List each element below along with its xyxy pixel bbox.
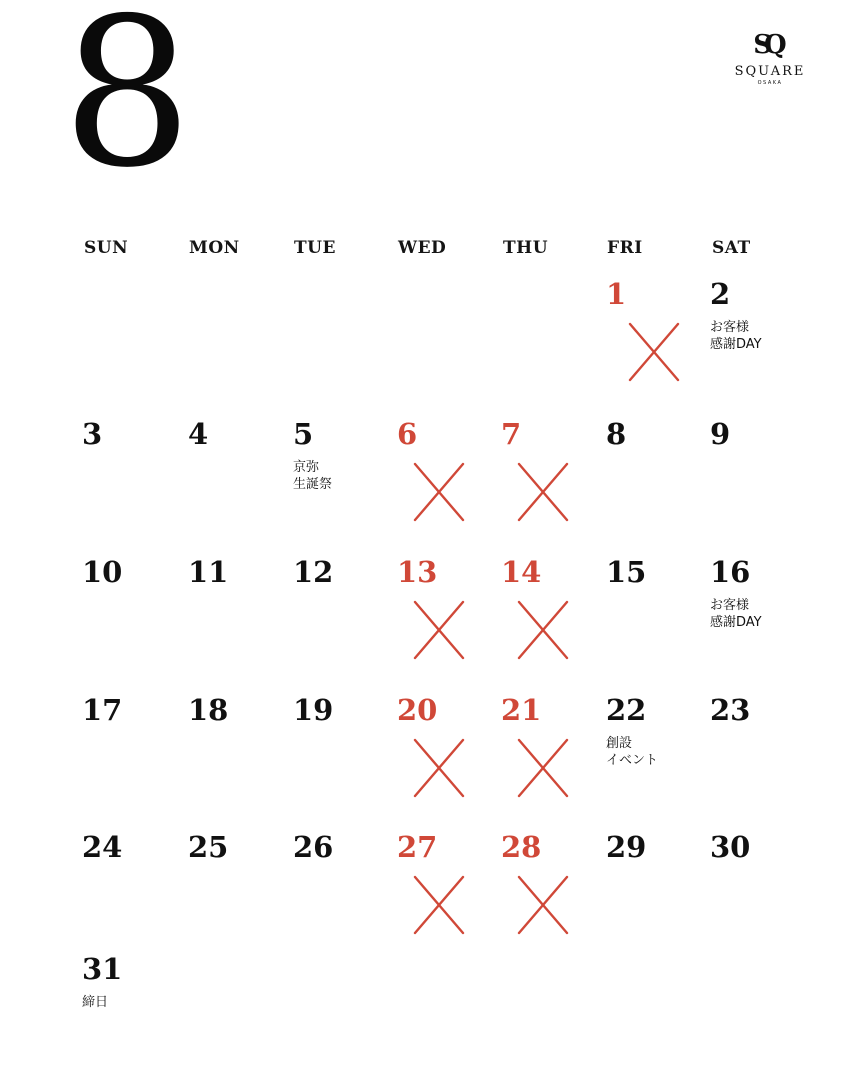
day-number: 10 xyxy=(82,555,123,589)
closed-cross-icon xyxy=(517,462,569,522)
day-note xyxy=(710,597,810,631)
day-cell xyxy=(82,694,182,814)
day-number: 7 xyxy=(501,417,522,451)
day-cell xyxy=(293,418,393,538)
day-cell xyxy=(397,694,497,814)
weekday-sat: SAT xyxy=(712,238,751,258)
day-cell xyxy=(82,953,182,1073)
day-note-line: 感謝DAY xyxy=(710,615,762,630)
day-number: 29 xyxy=(606,830,647,864)
day-cell xyxy=(397,418,497,538)
brand-city: OSAKA xyxy=(757,80,783,86)
day-note xyxy=(82,994,182,1011)
day-number: 21 xyxy=(501,693,542,727)
day-cell xyxy=(293,694,393,814)
day-cell xyxy=(501,694,601,814)
day-cell xyxy=(82,831,182,951)
day-note xyxy=(293,459,393,493)
day-number: 6 xyxy=(397,417,418,451)
day-number: 31 xyxy=(82,952,123,986)
day-cell xyxy=(501,831,601,951)
day-number: 12 xyxy=(293,555,334,589)
brand-name: SQUARE xyxy=(734,64,806,79)
day-number: 22 xyxy=(606,693,647,727)
day-number: 17 xyxy=(82,693,123,727)
day-cell xyxy=(82,556,182,676)
day-number: 23 xyxy=(710,693,751,727)
day-note-line: お客様 xyxy=(710,320,750,335)
day-number: 2 xyxy=(710,277,731,311)
day-cell xyxy=(606,418,706,538)
day-cell xyxy=(606,556,706,676)
weekday-tue: TUE xyxy=(294,238,336,258)
day-cell xyxy=(82,418,182,538)
day-cell xyxy=(293,831,393,951)
day-number: 9 xyxy=(710,417,731,451)
day-cell xyxy=(501,418,601,538)
day-number: 25 xyxy=(188,830,229,864)
day-number: 3 xyxy=(82,417,103,451)
day-note-line: お客様 xyxy=(710,598,750,613)
closed-cross-icon xyxy=(628,322,680,382)
closed-cross-icon xyxy=(413,462,465,522)
day-number: 13 xyxy=(397,555,438,589)
day-note-line: イベント xyxy=(606,753,659,768)
day-number: 20 xyxy=(397,693,438,727)
day-cell xyxy=(710,831,810,951)
closed-cross-icon xyxy=(413,738,465,798)
day-note-line: 生誕祭 xyxy=(293,477,333,492)
day-note-line: 創設 xyxy=(606,736,633,751)
closed-cross-icon xyxy=(413,875,465,935)
day-number: 14 xyxy=(501,555,542,589)
day-number: 8 xyxy=(606,417,627,451)
day-number: 11 xyxy=(188,555,229,589)
closed-cross-icon xyxy=(517,875,569,935)
day-number: 15 xyxy=(606,555,647,589)
day-note-line: 締日 xyxy=(82,995,109,1010)
day-cell xyxy=(188,556,288,676)
day-cell xyxy=(501,556,601,676)
brand-monogram: SQ xyxy=(753,30,779,60)
day-cell xyxy=(606,278,706,398)
day-number: 28 xyxy=(501,830,542,864)
closed-cross-icon xyxy=(413,600,465,660)
day-cell xyxy=(188,694,288,814)
weekday-mon: MON xyxy=(189,238,240,258)
day-cell xyxy=(710,278,810,398)
day-note-line: 感謝DAY xyxy=(710,337,762,352)
weekday-sun: SUN xyxy=(84,238,129,258)
weekday-fri: FRI xyxy=(607,238,643,258)
day-cell xyxy=(188,418,288,538)
day-cell xyxy=(293,556,393,676)
day-number: 4 xyxy=(188,417,209,451)
day-number: 1 xyxy=(606,277,627,311)
closed-cross-icon xyxy=(517,600,569,660)
day-note xyxy=(606,735,706,769)
day-cell xyxy=(397,556,497,676)
weekday-thu: THU xyxy=(503,238,549,258)
day-cell xyxy=(606,831,706,951)
weekday-wed: WED xyxy=(398,238,447,258)
day-cell xyxy=(188,831,288,951)
day-number: 16 xyxy=(710,555,751,589)
day-number: 5 xyxy=(293,417,314,451)
day-number: 26 xyxy=(293,830,334,864)
month-number: 8 xyxy=(62,0,193,213)
day-cell xyxy=(710,694,810,814)
day-cell xyxy=(710,556,810,676)
day-number: 24 xyxy=(82,830,123,864)
day-cell xyxy=(710,418,810,538)
day-number: 19 xyxy=(293,693,334,727)
day-number: 30 xyxy=(710,830,751,864)
day-number: 27 xyxy=(397,830,438,864)
closed-cross-icon xyxy=(517,738,569,798)
brand-logo xyxy=(728,30,812,86)
day-cell xyxy=(606,694,706,814)
day-note-line: 京弥 xyxy=(293,460,320,475)
day-note xyxy=(710,319,810,353)
day-cell xyxy=(397,831,497,951)
day-number: 18 xyxy=(188,693,229,727)
